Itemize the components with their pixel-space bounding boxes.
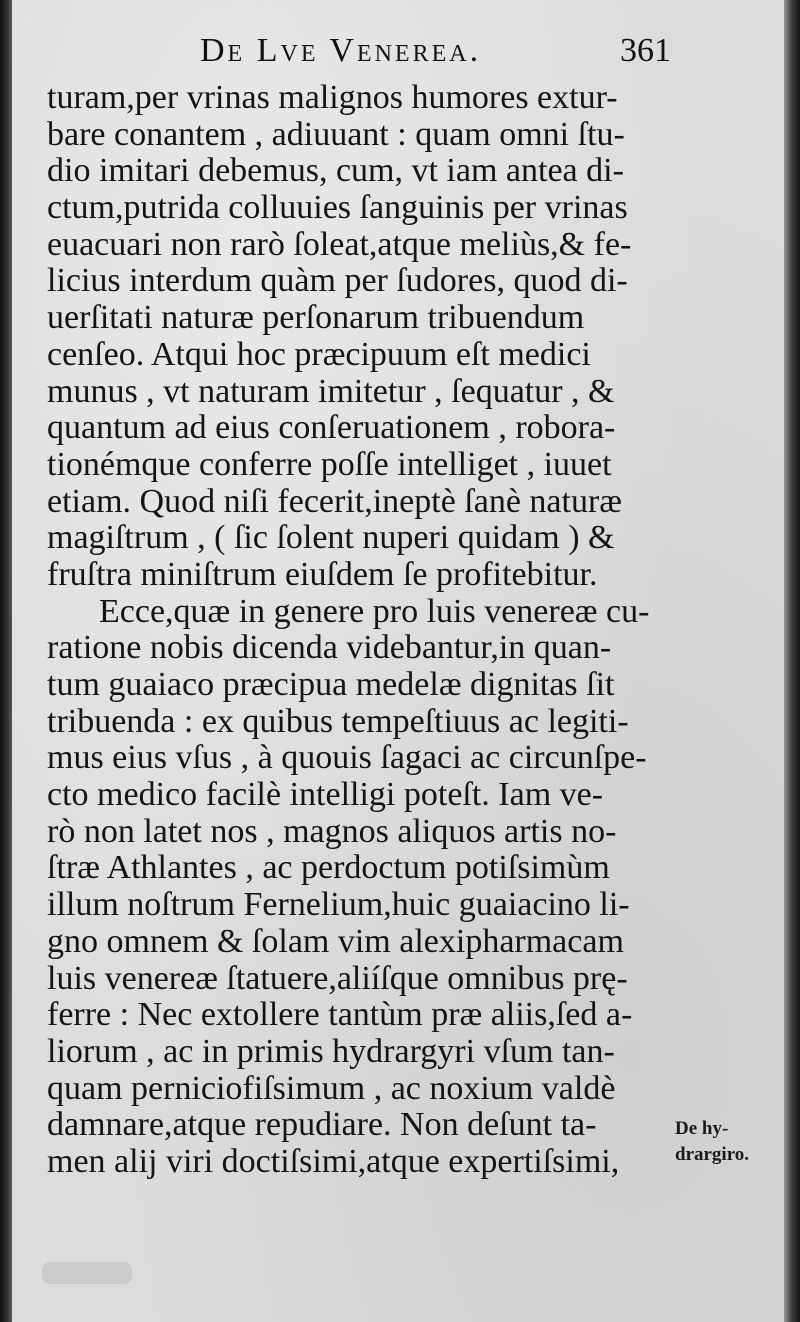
paragraph-first-line: Ecce,quæ in genere pro luis venereæ cu-: [99, 592, 650, 630]
text-line: gno omnem & ſolam vim alexipharmacam: [47, 922, 624, 960]
text-line: illum noſtrum Fernelium,huic guaiacino li-: [47, 886, 630, 924]
running-title: De Lve Venerea.: [200, 32, 482, 69]
margin-note: [675, 1116, 775, 1168]
text-line: munus , vt naturam imitetur , ſequatur , &: [47, 372, 615, 410]
text-line: magiſtrum , ( ſic ſolent nuperi quidam ) &: [47, 519, 615, 557]
text-line: etiam. Quod niſi fecerit,ineptè ſanè naturæ: [47, 482, 622, 520]
text-line: licius interdum quàm per ſudores, quod di-: [47, 262, 628, 300]
text-line: luis venereæ ſtatuere,aliíſque omnibus prę-: [47, 959, 628, 997]
text-line: mus eius vſus , à quouis ſagaci ac circunſpe-: [47, 739, 647, 777]
text-line: fruſtra miniſtrum eiuſdem ſe profitebitur.: [47, 555, 598, 593]
text-line: uerſitati naturæ perſonarum tribuendum: [47, 299, 585, 337]
text-line: liorum , ac in primis hydrargyri vſum tan-: [47, 1032, 615, 1070]
page-edge: [784, 0, 800, 1322]
text-line: turam,per vrinas malignos humores extur-: [47, 79, 618, 116]
text-line: ſtræ Athlantes , ac perdoctum potiſsimùm: [47, 849, 610, 887]
body-text: [47, 80, 667, 1181]
margin-note-line: drargiro.: [675, 1144, 750, 1165]
text-line: tionémque conferre poſſe intelliget , iuuet: [47, 445, 612, 483]
text-line: tribuenda : ex quibus tempeſtiuus ac legiti-: [47, 702, 629, 740]
text-line: tum guaiaco præcipua medelæ dignitas ſit: [47, 666, 615, 703]
text-line: rò non latet nos , magnos aliquos artis no-: [47, 812, 617, 850]
text-line: damnare,atque repudiare. Non deſunt ta-: [47, 1106, 597, 1144]
text-line: euacuari non rarò ſoleat,atque meliùs,& fe-: [47, 225, 632, 263]
text-line: ctum,putrida colluuies ſanguinis per vrinas: [47, 189, 628, 227]
text-line: quam perniciofiſsimum , ac noxium valdè: [47, 1069, 616, 1107]
page-header: [12, 28, 784, 76]
text-line: ferre : Nec extollere tantùm præ aliis,ſed a-: [47, 996, 633, 1034]
text-line: bare conantem , adiuuant : quam omni ſtu-: [47, 115, 625, 153]
book-page: [12, 0, 784, 1322]
show-through-smudge: [42, 1262, 132, 1284]
text-line: men alij viri doctiſsimi,atque expertiſsimi,: [47, 1142, 620, 1180]
page-number: 361: [620, 32, 671, 69]
text-line: cto medico facilè intelligi poteſt. Iam ve-: [47, 776, 604, 814]
text-line: ratione nobis dicenda videbantur,in quan-: [47, 629, 612, 667]
text-line: cenſeo. Atqui hoc præcipuum eſt medici: [47, 335, 591, 373]
text-line: dio imitari debemus, cum, vt iam antea di-: [47, 152, 624, 190]
text-line: quantum ad eius conſeruationem , robora-: [47, 409, 616, 447]
margin-note-line: De hy-: [675, 1118, 729, 1139]
